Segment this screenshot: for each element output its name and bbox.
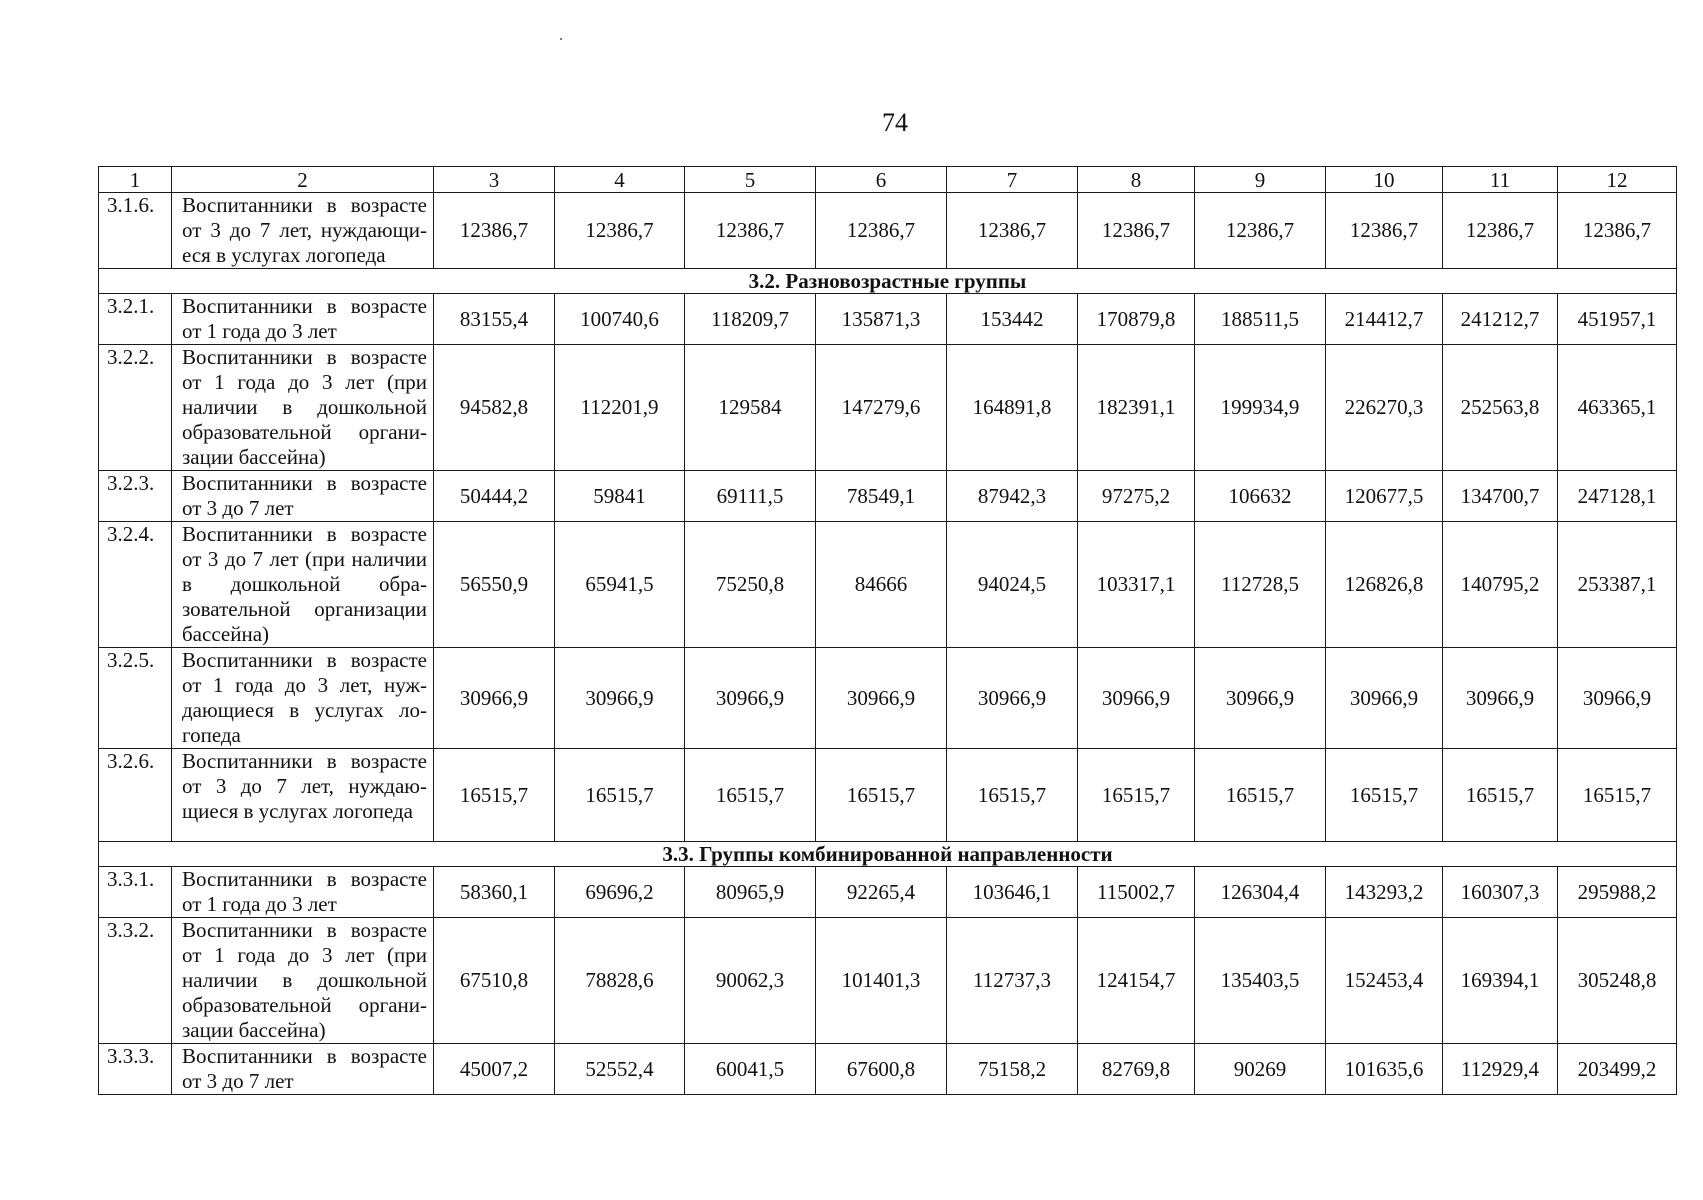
value-cell: 252563,8 [1443,345,1558,471]
value-cell: 12386,7 [1326,193,1443,269]
value-cell: 78549,1 [816,471,947,522]
value-cell: 199934,9 [1195,345,1326,471]
row-code: 3.3.3. [99,1044,172,1095]
value-cell: 16515,7 [685,749,816,842]
column-number-8: 8 [1078,167,1195,193]
row-description: Воспитанники в возрасте от 1 года до 3 лет (при наличии в дошкольной образовательной организации бассейна) [172,345,434,471]
value-cell: 12386,7 [1558,193,1677,269]
value-cell: 90062,3 [685,918,816,1044]
value-cell: 103317,1 [1078,522,1195,648]
table-row [99,1044,1677,1095]
column-number-5: 5 [685,167,816,193]
value-cell: 147279,6 [816,345,947,471]
value-cell: 124154,7 [1078,918,1195,1044]
value-cell: 78828,6 [555,918,685,1044]
value-cell: 126304,4 [1195,867,1326,918]
value-cell: 169394,1 [1443,918,1558,1044]
value-cell: 75158,2 [947,1044,1078,1095]
value-cell: 30966,9 [1326,648,1443,749]
section-row [99,269,1677,294]
value-cell: 65941,5 [555,522,685,648]
value-cell: 143293,2 [1326,867,1443,918]
value-cell: 241212,7 [1443,294,1558,345]
value-cell: 92265,4 [816,867,947,918]
column-number-2: 2 [172,167,434,193]
value-cell: 112728,5 [1195,522,1326,648]
value-cell: 100740,6 [555,294,685,345]
value-cell: 12386,7 [1195,193,1326,269]
row-code: 3.2.3. [99,471,172,522]
column-number-12: 12 [1558,167,1677,193]
table-row [99,648,1677,749]
value-cell: 69696,2 [555,867,685,918]
row-code: 3.1.6. [99,193,172,269]
column-number-9: 9 [1195,167,1326,193]
value-cell: 188511,5 [1195,294,1326,345]
table-row [99,193,1677,269]
value-cell: 97275,2 [1078,471,1195,522]
value-cell: 16515,7 [1195,749,1326,842]
value-cell: 45007,2 [434,1044,555,1095]
row-description: Воспитанники в возрасте от 3 до 7 лет, нуждающиеся в услугах логопеда [172,749,434,842]
column-number-4: 4 [555,167,685,193]
page-number: 74 [882,108,908,137]
value-cell: 30966,9 [947,648,1078,749]
tariff-table [98,166,1677,1095]
table-row [99,471,1677,522]
value-cell: 451957,1 [1558,294,1677,345]
table-row [99,522,1677,648]
value-cell: 75250,8 [685,522,816,648]
value-cell: 83155,4 [434,294,555,345]
value-cell: 126826,8 [1326,522,1443,648]
value-cell: 84666 [816,522,947,648]
value-cell: 160307,3 [1443,867,1558,918]
value-cell: 135403,5 [1195,918,1326,1044]
value-cell: 120677,5 [1326,471,1443,522]
table-row [99,294,1677,345]
row-description: Воспитанники в возрасте от 1 года до 3 лет [172,867,434,918]
value-cell: 305248,8 [1558,918,1677,1044]
row-code: 3.2.6. [99,749,172,842]
value-cell: 30966,9 [685,648,816,749]
value-cell: 101401,3 [816,918,947,1044]
value-cell: 12386,7 [1078,193,1195,269]
section-row [99,842,1677,867]
row-code: 3.3.2. [99,918,172,1044]
value-cell: 30966,9 [1443,648,1558,749]
table-body [99,167,1677,1095]
value-cell: 16515,7 [947,749,1078,842]
value-cell: 135871,3 [816,294,947,345]
value-cell: 463365,1 [1558,345,1677,471]
value-cell: 170879,8 [1078,294,1195,345]
value-cell: 12386,7 [434,193,555,269]
row-description: Воспитанники в возрасте от 3 до 7 лет [172,471,434,522]
value-cell: 140795,2 [1443,522,1558,648]
row-description: Воспитанники в возрасте от 1 года до 3 лет [172,294,434,345]
value-cell: 30966,9 [1558,648,1677,749]
scan-speck [560,38,562,40]
value-cell: 94582,8 [434,345,555,471]
row-description: Воспитанники в возрасте от 1 года до 3 лет (при наличии в дошкольной образовательной организации бассейна) [172,918,434,1044]
value-cell: 226270,3 [1326,345,1443,471]
value-cell: 50444,2 [434,471,555,522]
value-cell: 214412,7 [1326,294,1443,345]
row-code: 3.2.5. [99,648,172,749]
row-description: Воспитанники в возрасте от 1 года до 3 лет, нуждающиеся в услугах логопеда [172,648,434,749]
value-cell: 30966,9 [816,648,947,749]
value-cell: 52552,4 [555,1044,685,1095]
section-title: 3.3. Группы комбинированной направленности [99,842,1677,867]
row-description: Воспитанники в возрасте от 3 до 7 лет [172,1044,434,1095]
column-number-6: 6 [816,167,947,193]
value-cell: 12386,7 [816,193,947,269]
value-cell: 56550,9 [434,522,555,648]
value-cell: 67600,8 [816,1044,947,1095]
value-cell: 16515,7 [1078,749,1195,842]
value-cell: 103646,1 [947,867,1078,918]
value-cell: 164891,8 [947,345,1078,471]
value-cell: 69111,5 [685,471,816,522]
column-number-row [99,167,1677,193]
value-cell: 118209,7 [685,294,816,345]
value-cell: 112201,9 [555,345,685,471]
value-cell: 106632 [1195,471,1326,522]
value-cell: 203499,2 [1558,1044,1677,1095]
column-number-7: 7 [947,167,1078,193]
value-cell: 94024,5 [947,522,1078,648]
value-cell: 115002,7 [1078,867,1195,918]
value-cell: 16515,7 [434,749,555,842]
value-cell: 12386,7 [947,193,1078,269]
value-cell: 16515,7 [555,749,685,842]
value-cell: 295988,2 [1558,867,1677,918]
value-cell: 101635,6 [1326,1044,1443,1095]
column-number-10: 10 [1326,167,1443,193]
value-cell: 182391,1 [1078,345,1195,471]
column-number-1: 1 [99,167,172,193]
row-code: 3.2.2. [99,345,172,471]
value-cell: 153442 [947,294,1078,345]
value-cell: 67510,8 [434,918,555,1044]
value-cell: 12386,7 [1443,193,1558,269]
row-code: 3.2.4. [99,522,172,648]
column-number-3: 3 [434,167,555,193]
value-cell: 12386,7 [685,193,816,269]
value-cell: 152453,4 [1326,918,1443,1044]
table-row [99,867,1677,918]
value-cell: 30966,9 [555,648,685,749]
row-code: 3.2.1. [99,294,172,345]
value-cell: 16515,7 [1558,749,1677,842]
value-cell: 134700,7 [1443,471,1558,522]
value-cell: 112929,4 [1443,1044,1558,1095]
value-cell: 12386,7 [555,193,685,269]
value-cell: 58360,1 [434,867,555,918]
value-cell: 253387,1 [1558,522,1677,648]
value-cell: 87942,3 [947,471,1078,522]
value-cell: 112737,3 [947,918,1078,1044]
value-cell: 16515,7 [1443,749,1558,842]
value-cell: 129584 [685,345,816,471]
row-code: 3.3.1. [99,867,172,918]
value-cell: 60041,5 [685,1044,816,1095]
column-number-11: 11 [1443,167,1558,193]
value-cell: 80965,9 [685,867,816,918]
value-cell: 247128,1 [1558,471,1677,522]
value-cell: 16515,7 [1326,749,1443,842]
table-row [99,918,1677,1044]
value-cell: 30966,9 [1195,648,1326,749]
value-cell: 30966,9 [434,648,555,749]
row-description: Воспитанники в возрасте от 3 до 7 лет, нуждающиеся в услугах логопеда [172,193,434,269]
value-cell: 82769,8 [1078,1044,1195,1095]
row-description: Воспитанники в возрасте от 3 до 7 лет (при наличии в дошкольной образовательной организации бассейна) [172,522,434,648]
section-title: 3.2. Разновозрастные группы [99,269,1677,294]
value-cell: 59841 [555,471,685,522]
table-row [99,749,1677,842]
value-cell: 16515,7 [816,749,947,842]
value-cell: 30966,9 [1078,648,1195,749]
table-row [99,345,1677,471]
value-cell: 90269 [1195,1044,1326,1095]
